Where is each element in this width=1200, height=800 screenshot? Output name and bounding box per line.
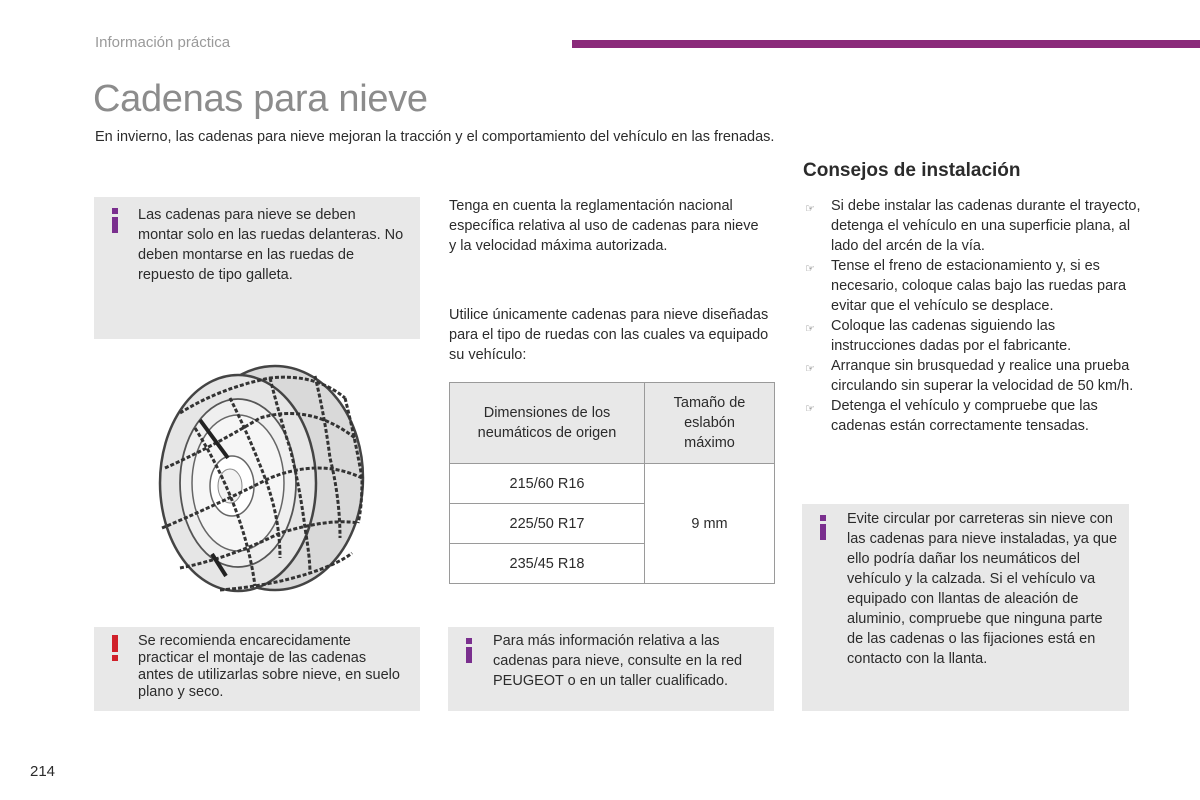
list-item xyxy=(803,316,1143,356)
info-box-front-wheels xyxy=(94,197,420,339)
regulations-paragraph: Tenga en cuenta la reglamentación nacional específica relativa al uso de cadenas para nieve y la velocidad máxima autorizada. xyxy=(449,198,759,254)
tip-text: Tense el freno de estacionamiento y, si es necesario, coloque calas bajo las ruedas para evitar que el vehículo se desplace. xyxy=(831,258,1127,314)
snow-chain-tire-illustration xyxy=(140,358,380,598)
page-title: Cadenas para nieve xyxy=(93,78,428,120)
warning-text-practice: Se recomienda encarecidamente practicar el montaje de las cadenas antes de utilizarlas sobre nieve, en suelo plano y seco. xyxy=(138,633,400,700)
pointing-hand-icon: ☞ xyxy=(805,323,815,335)
tire-dimensions-table xyxy=(449,382,775,584)
table-cell-link-size: 9 mm xyxy=(645,464,775,584)
pointing-hand-icon: ☞ xyxy=(805,263,815,275)
table-header-dimensions: Dimensiones de los neumáticos de origen xyxy=(450,383,645,464)
tip-text: Si debe instalar las cadenas durante el trayecto, detenga el vehículo en una superficie plana, al lado del arcén de la vía. xyxy=(831,198,1141,254)
header-accent-bar xyxy=(572,40,1200,48)
installation-tips-list xyxy=(803,196,1143,436)
warning-box-practice xyxy=(94,627,420,711)
installation-tips-title: Consejos de instalación xyxy=(803,160,1021,181)
table-cell-tire-size: 225/50 R17 xyxy=(450,504,645,544)
info-box-more-info xyxy=(448,627,774,711)
table-header-link-size: Tamaño de eslabón máximo xyxy=(645,383,775,464)
info-box-avoid-driving xyxy=(802,504,1129,711)
tip-text: Detenga el vehículo y compruebe que las cadenas están correctamente tensadas. xyxy=(831,398,1098,434)
tip-text: Coloque las cadenas siguiendo las instrucciones dadas por el fabricante. xyxy=(831,318,1072,354)
page-number: 214 xyxy=(30,763,56,780)
pointing-hand-icon: ☞ xyxy=(805,363,815,375)
pointing-hand-icon: ☞ xyxy=(805,403,815,415)
info-text-more-info: Para más información relativa a las cadenas para nieve, consulte en la red PEUGEOT o en un taller cualificado. xyxy=(493,633,743,689)
section-label: Información práctica xyxy=(95,34,231,51)
tip-text: Arranque sin brusquedad y realice una prueba circulando sin superar la velocidad de 50 km/h. xyxy=(831,358,1134,394)
designed-chains-paragraph: Utilice únicamente cadenas para nieve diseñadas para el tipo de ruedas con las cuales va equipado su vehículo: xyxy=(449,307,769,363)
list-item xyxy=(803,256,1143,316)
info-text-front-wheels: Las cadenas para nieve se deben montar solo en las ruedas delanteras. No deben montarse en las ruedas de repuesto de tipo galleta. xyxy=(138,207,404,283)
list-item xyxy=(803,396,1143,436)
list-item xyxy=(803,356,1143,396)
table-cell-tire-size: 235/45 R18 xyxy=(450,544,645,584)
info-text-avoid-driving: Evite circular por carreteras sin nieve con las cadenas para nieve instaladas, ya que ello podría dañar los neumáticos del vehículo y la calzada. Si el vehículo va equipado con llantas de aleación de aluminio, compruebe que ninguna parte de las cadenas o las fijaciones está en contacto con la llanta. xyxy=(847,511,1118,667)
intro-paragraph: En invierno, las cadenas para nieve mejoran la tracción y el comportamiento del vehículo en las frenadas. xyxy=(95,129,775,145)
table-cell-tire-size: 215/60 R16 xyxy=(450,464,645,504)
pointing-hand-icon: ☞ xyxy=(805,203,815,215)
list-item xyxy=(803,196,1143,256)
